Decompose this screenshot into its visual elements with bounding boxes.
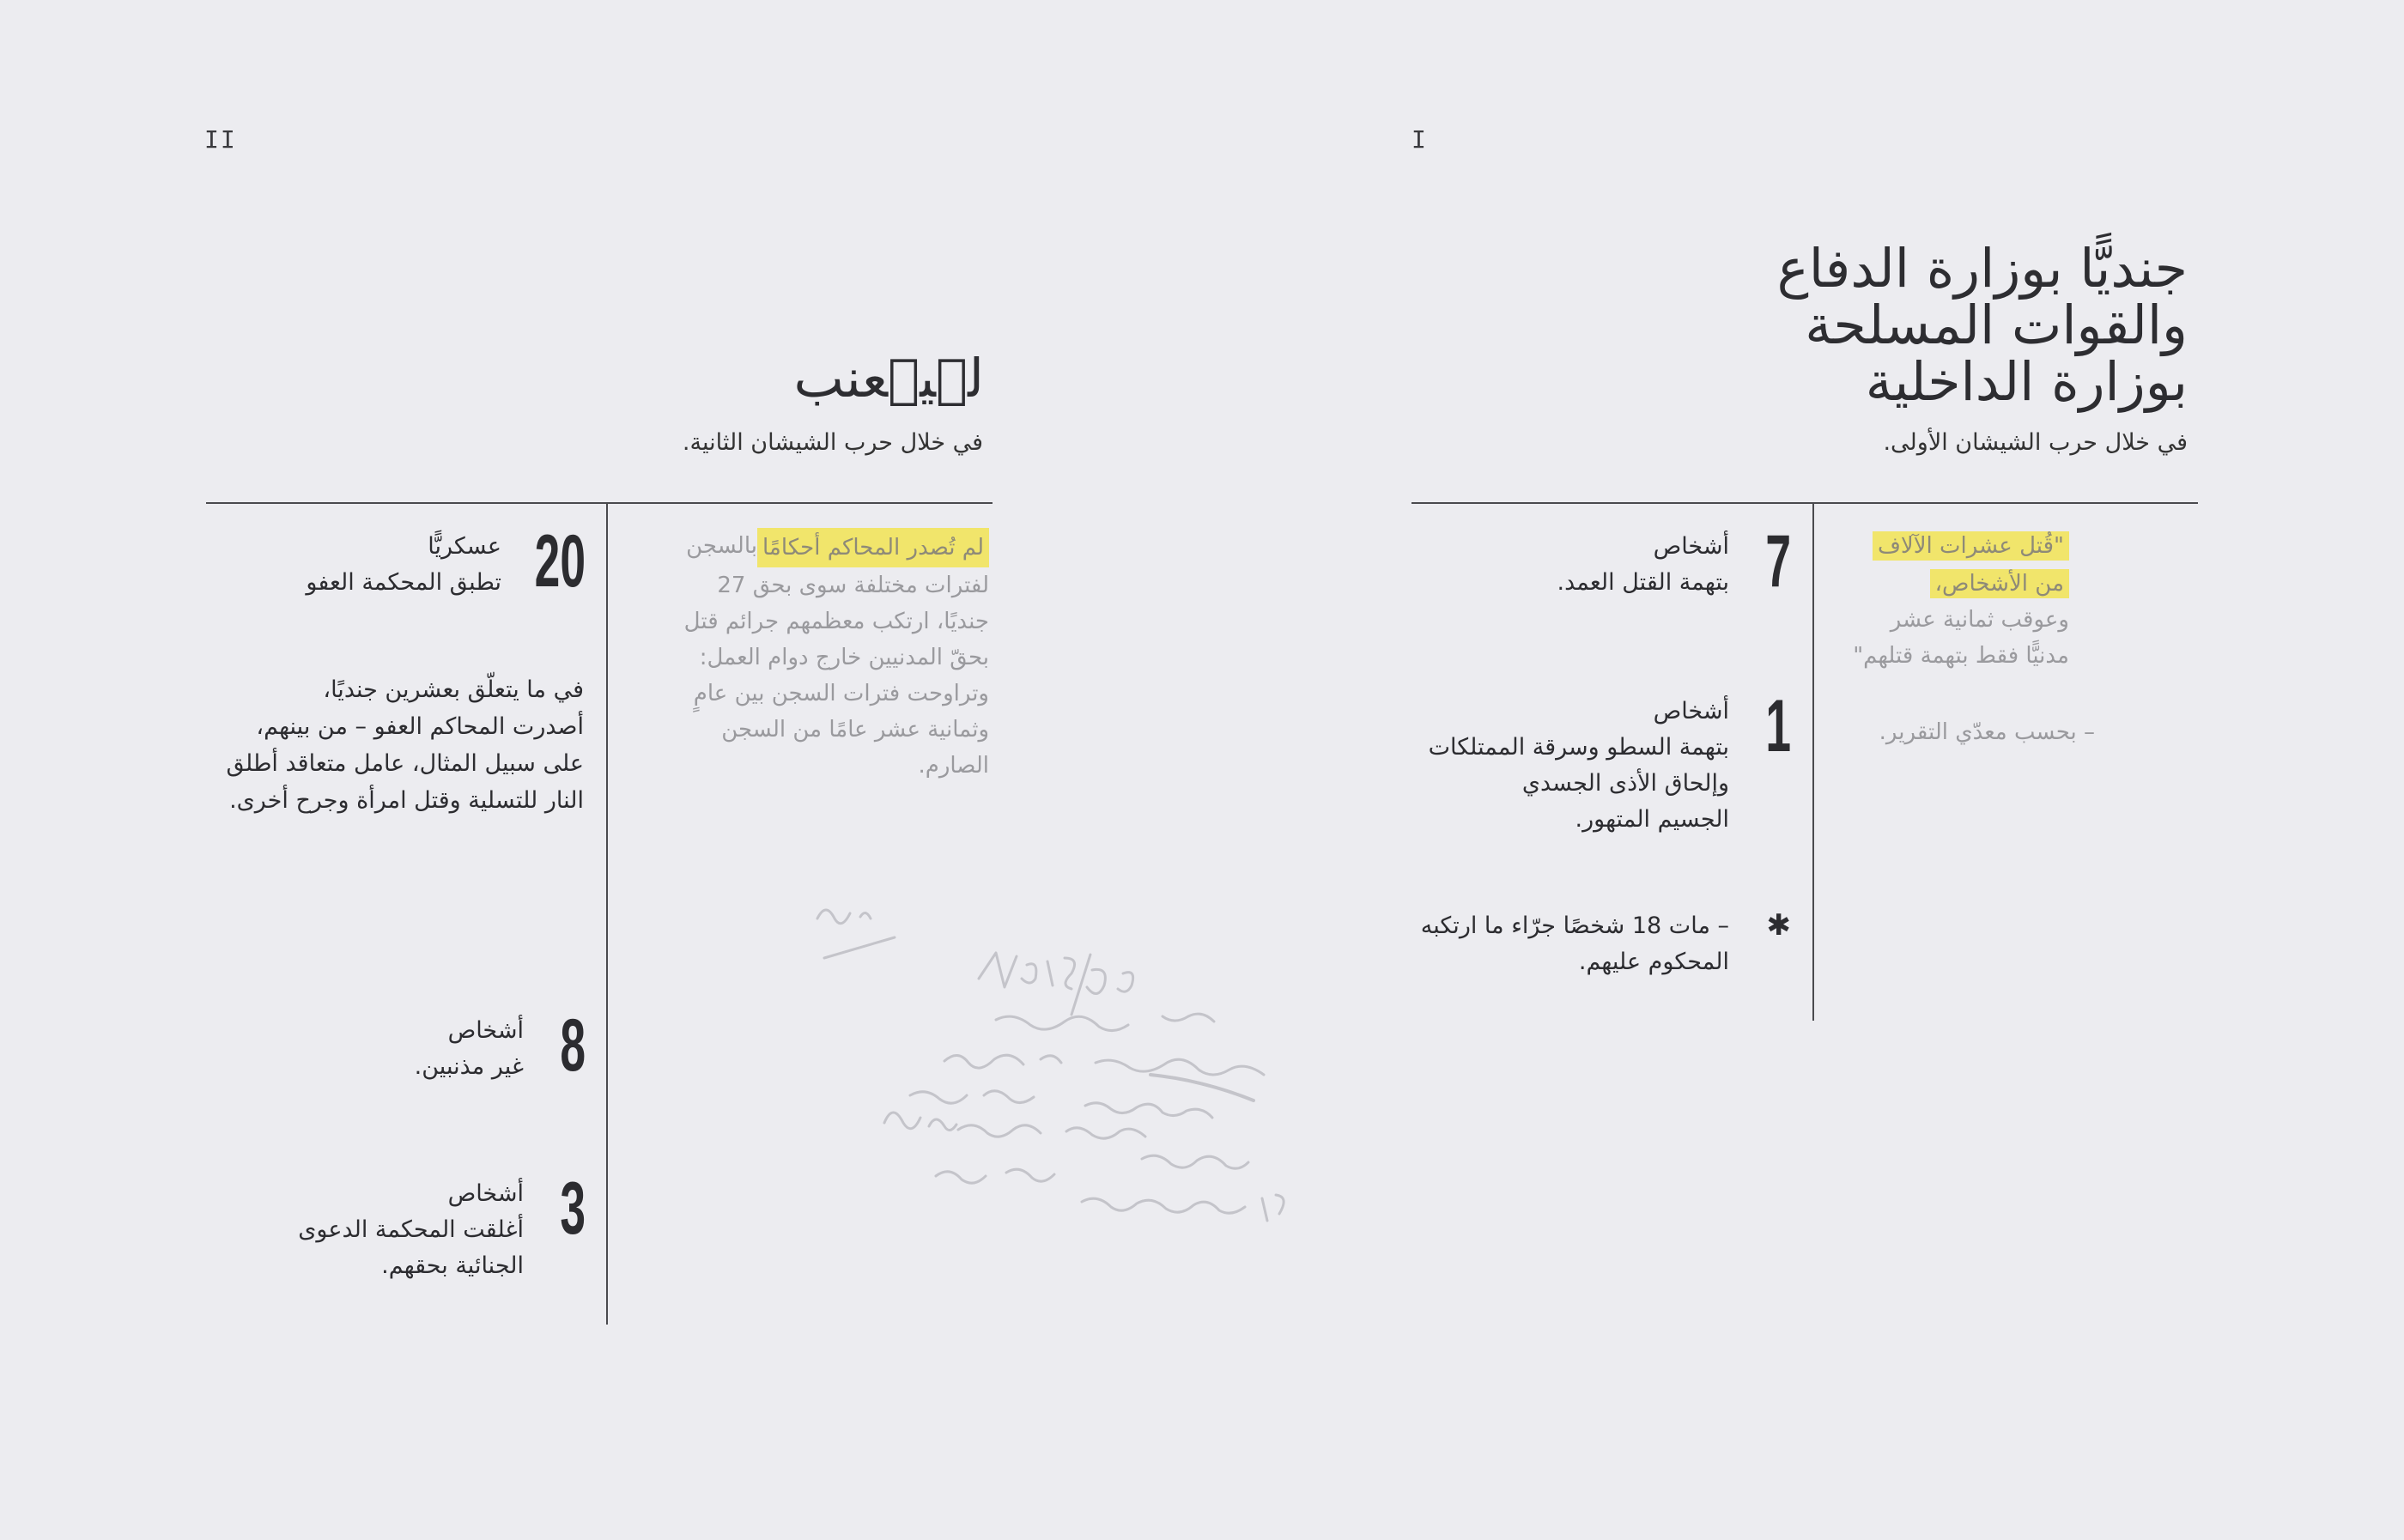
stat-number: 20 <box>534 520 586 603</box>
title-line: والقوات المسلحة <box>1805 294 2188 356</box>
footnote-text <box>1421 908 1729 980</box>
divider-horizontal-left <box>206 502 993 504</box>
footnote-line: المحكوم عليهم. <box>1578 949 1729 975</box>
page-subtitle-right: في خلال حرب الشيشان الأولى. <box>1883 429 2188 456</box>
stat-20 <box>306 520 586 603</box>
stat-line: الجنائية بحقهم. <box>381 1252 524 1279</box>
quote-line: وتراوحت فترات السجن بين عامٍ <box>693 681 989 706</box>
divider-vertical-left <box>606 502 608 1325</box>
paragraph-line: أصدرت المحاكم العفو – من بينهم، <box>256 713 584 740</box>
stat-number: 8 <box>560 1004 586 1087</box>
stat-text <box>415 1013 524 1085</box>
page-numeral-left: II <box>204 125 237 154</box>
stat-line: أشخاص <box>447 1017 524 1044</box>
handwriting-scribble-image <box>738 893 1391 1305</box>
page-numeral-right: I <box>1411 125 1428 154</box>
stat-8 <box>414 1004 586 1087</box>
quote-line: الصارم. <box>918 753 989 779</box>
stat-number: 1 <box>1765 685 1791 767</box>
paragraph-line: النار للتسلية وقتل امرأة وجرح أخرى. <box>229 787 584 814</box>
footnote-line: – مات 18 شخصًا جرّاء ما ارتكبه <box>1420 912 1729 939</box>
quote-first-line <box>620 528 989 567</box>
stat-text <box>1557 529 1729 601</box>
stat-number: 3 <box>560 1167 586 1250</box>
stat-line: بتهمة القتل العمد. <box>1557 569 1729 596</box>
title-line: جنديًّا بوزارة الدفاع <box>1776 237 2188 300</box>
quote-line: جنديًا، ارتكب معظمهم جرائم قتل <box>683 609 989 634</box>
stat-text <box>1429 694 1729 838</box>
stat-line: أغلقت المحكمة الدعوى <box>298 1216 524 1243</box>
quote-left <box>620 528 989 784</box>
paragraph-amnesty <box>137 671 584 819</box>
stat-line: عسكريًّا <box>428 533 501 560</box>
asterisk-icon: ✱ <box>1766 908 1791 943</box>
stat-number: 7 <box>1765 520 1791 603</box>
divider-horizontal-right <box>1411 502 2198 504</box>
paragraph-line: في ما يتعلّق بعشرين جنديًا، <box>323 676 584 703</box>
quote-highlight: من الأشخاص، <box>1930 569 2069 598</box>
paragraph-line: على سبيل المثال، عامل متعاقد أطلق <box>226 750 584 777</box>
quote-highlight-line <box>1794 528 2069 564</box>
stat-line: غير مذنبين. <box>414 1053 524 1080</box>
stat-line: أشخاص <box>447 1180 524 1207</box>
page-title-left <box>469 347 984 409</box>
title-line: لۜیٞعنب <box>793 347 984 409</box>
stat-1 <box>1428 685 1791 838</box>
stat-line: بتهمة السطو وسرقة الممتلكات <box>1428 734 1729 761</box>
stat-line: الجسيم المتهور. <box>1575 806 1729 833</box>
stat-line: أشخاص <box>1653 533 1729 560</box>
stat-text <box>306 529 501 601</box>
stat-line: وإلحاق الأذى الجسدي <box>1521 770 1729 797</box>
quote-attribution: – بحسب معدّي التقرير. <box>1879 719 2095 745</box>
stat-7 <box>1557 520 1791 603</box>
page-subtitle-left: في خلال حرب الشيشان الثانية. <box>682 429 983 456</box>
quote-line: لفترات مختلفة سوى بحق 27 <box>717 573 989 598</box>
quote-highlight: لم تُصدر المحاكم أحكامًا <box>757 528 989 567</box>
stat-line: أشخاص <box>1653 698 1729 725</box>
quote-line: مدنيًّا فقط بتهمة قتلهم" <box>1853 643 2069 669</box>
title-line: بوزارة الداخلية <box>1865 350 2188 413</box>
quote-right <box>1794 528 2069 674</box>
footnote <box>1421 908 1791 980</box>
quote-line: بحقّ المدنيين خارج دوام العمل: <box>699 645 989 670</box>
quote-line: بالسجن <box>686 533 757 559</box>
stat-3 <box>298 1167 586 1284</box>
quote-line: وثمانية عشر عامًا من السجن <box>721 717 989 743</box>
quote-highlight: "قُتل عشرات الآلاف <box>1873 531 2069 561</box>
stat-line: تطبق المحكمة العفو <box>306 569 501 596</box>
quote-highlight-line <box>1794 566 2069 602</box>
stat-text <box>298 1176 524 1284</box>
page-title-right <box>1415 237 2188 413</box>
quote-line: وعوقب ثمانية عشر <box>1890 607 2069 633</box>
